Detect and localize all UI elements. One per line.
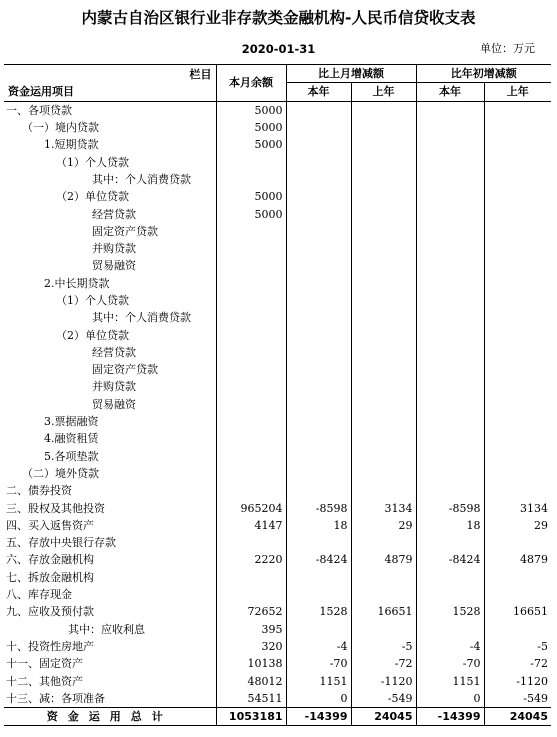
- row-value: 5000: [216, 188, 286, 205]
- table-body: [4, 101, 551, 726]
- row-value: [286, 257, 351, 274]
- row-value: [484, 171, 551, 188]
- row-value: [286, 361, 351, 378]
- row-value: [416, 257, 484, 274]
- row-value: [484, 621, 551, 638]
- row-value: [484, 378, 551, 395]
- row-value: [416, 205, 484, 222]
- row-value: [416, 153, 484, 170]
- report-title: 内蒙古自治区银行业非存款类金融机构-人民币信贷收支表: [81, 9, 476, 27]
- row-value: [351, 621, 416, 638]
- row-value: [416, 621, 484, 638]
- row-value: [416, 119, 484, 136]
- row-value: [416, 413, 484, 430]
- row-value: 3134: [351, 499, 416, 516]
- header-corner: [4, 65, 216, 102]
- row-label: 贸易融资: [92, 259, 136, 273]
- row-value: [416, 136, 484, 153]
- row-value: 320: [216, 638, 286, 655]
- table-row: [4, 465, 551, 482]
- row-value: [216, 396, 286, 413]
- row-value: [216, 448, 286, 465]
- row-value: [286, 275, 351, 292]
- row-label: （二）境外贷款: [22, 466, 99, 480]
- row-value: [484, 534, 551, 551]
- row-value: [351, 569, 416, 586]
- row-label: 六、存放金融机构: [6, 553, 94, 567]
- row-label: 七、拆放金融机构: [6, 570, 94, 584]
- row-value: -72: [351, 655, 416, 672]
- row-label: 固定资产贷款: [92, 363, 158, 377]
- row-value: [484, 482, 551, 499]
- row-value: [286, 396, 351, 413]
- row-value: [484, 136, 551, 153]
- row-value: [351, 101, 416, 119]
- row-value: 1528: [286, 603, 351, 620]
- row-value: [216, 292, 286, 309]
- row-label: 十二、其他资产: [6, 674, 83, 688]
- row-value: [351, 413, 416, 430]
- row-value: 1151: [416, 672, 484, 689]
- row-value: -14399: [416, 707, 484, 725]
- row-value: -5: [484, 638, 551, 655]
- header-vs-year-start: 比年初增减额: [416, 65, 551, 83]
- row-label: 其中：个人消费贷款: [92, 172, 191, 186]
- row-value: [286, 292, 351, 309]
- row-value: [484, 188, 551, 205]
- table-row: [4, 655, 551, 672]
- row-value: [484, 326, 551, 343]
- row-label: 并购贷款: [92, 380, 136, 394]
- row-value: -549: [351, 690, 416, 708]
- table-row: [4, 275, 551, 292]
- row-value: [484, 205, 551, 222]
- row-label: 十、投资性房地产: [6, 639, 94, 653]
- row-label: （1）个人贷款: [56, 294, 129, 307]
- row-value: 48012: [216, 672, 286, 689]
- row-value: [286, 430, 351, 447]
- table-row: [4, 672, 551, 689]
- table-row: [4, 223, 551, 240]
- row-value: [286, 344, 351, 361]
- row-value: 16651: [484, 603, 551, 620]
- table-row: [4, 499, 551, 516]
- row-value: [484, 240, 551, 257]
- row-value: [416, 101, 484, 119]
- row-value: [351, 396, 416, 413]
- row-value: [216, 309, 286, 326]
- row-value: [416, 240, 484, 257]
- table-row: [4, 448, 551, 465]
- row-value: 4879: [484, 551, 551, 568]
- row-value: [351, 534, 416, 551]
- row-value: 1151: [286, 672, 351, 689]
- table-row: [4, 569, 551, 586]
- row-value: 3134: [484, 499, 551, 516]
- row-label: （1）个人贷款: [56, 155, 129, 169]
- row-value: [351, 223, 416, 240]
- row-value: 29: [484, 517, 551, 534]
- row-value: 965204: [216, 499, 286, 516]
- row-value: [216, 326, 286, 343]
- row-label: 资金运用总计: [4, 707, 216, 725]
- table-row: [4, 621, 551, 638]
- row-label: 五、存放中央银行存款: [6, 536, 116, 550]
- row-value: [416, 448, 484, 465]
- row-value: [484, 101, 551, 119]
- row-value: [484, 586, 551, 603]
- table-row: [4, 396, 551, 413]
- row-value: 29: [351, 517, 416, 534]
- row-value: -4: [286, 638, 351, 655]
- row-label: 贸易融资: [92, 397, 136, 411]
- row-value: [484, 309, 551, 326]
- row-value: [286, 101, 351, 119]
- table-row: [4, 153, 551, 170]
- table-row: [4, 690, 551, 708]
- row-value: [416, 361, 484, 378]
- row-value: [484, 153, 551, 170]
- table-row: [4, 344, 551, 361]
- table-row: [4, 257, 551, 274]
- row-value: [216, 586, 286, 603]
- table-row: [4, 378, 551, 395]
- table-row: [4, 292, 551, 309]
- row-value: [416, 344, 484, 361]
- row-label: 固定资产贷款: [92, 224, 158, 238]
- row-value: [416, 482, 484, 499]
- row-value: [351, 171, 416, 188]
- row-value: [484, 223, 551, 240]
- row-value: -4: [416, 638, 484, 655]
- row-value: [484, 257, 551, 274]
- row-value: 5000: [216, 101, 286, 119]
- row-value: [484, 569, 551, 586]
- row-value: -1120: [484, 672, 551, 689]
- row-value: 2220: [216, 551, 286, 568]
- row-value: [484, 396, 551, 413]
- row-value: -70: [286, 655, 351, 672]
- row-value: 24045: [484, 707, 551, 725]
- row-value: [216, 413, 286, 430]
- table-row: [4, 205, 551, 222]
- row-value: [216, 223, 286, 240]
- table-row: [4, 707, 551, 725]
- row-value: 10138: [216, 655, 286, 672]
- header-current-balance: 本月余额: [216, 65, 286, 102]
- row-label: 3.票据融资: [44, 415, 99, 429]
- row-value: [216, 257, 286, 274]
- header-last-year-1: 上年: [351, 83, 416, 101]
- row-value: [351, 153, 416, 170]
- table-row: [4, 551, 551, 568]
- row-label: 四、买入返售资产: [6, 518, 94, 532]
- row-value: [416, 223, 484, 240]
- row-value: [351, 344, 416, 361]
- row-value: [416, 188, 484, 205]
- table-row: [4, 119, 551, 136]
- row-label: （2）单位贷款: [56, 190, 129, 204]
- row-label: 八、库存现金: [6, 588, 72, 602]
- row-value: [484, 119, 551, 136]
- row-value: [216, 344, 286, 361]
- row-value: [286, 413, 351, 430]
- row-value: 16651: [351, 603, 416, 620]
- row-value: [484, 413, 551, 430]
- row-value: 18: [416, 517, 484, 534]
- row-label: 经营贷款: [92, 207, 136, 221]
- row-value: [286, 223, 351, 240]
- row-value: 1053181: [216, 707, 286, 725]
- row-value: [351, 119, 416, 136]
- row-value: [286, 188, 351, 205]
- row-value: [351, 188, 416, 205]
- header-column-label: 栏目: [189, 68, 212, 81]
- row-value: [351, 465, 416, 482]
- row-value: [216, 361, 286, 378]
- table-row: [4, 309, 551, 326]
- row-value: [351, 292, 416, 309]
- table-row: [4, 638, 551, 655]
- row-value: [286, 534, 351, 551]
- row-value: -5: [351, 638, 416, 655]
- row-value: 72652: [216, 603, 286, 620]
- row-value: [351, 240, 416, 257]
- row-value: [216, 240, 286, 257]
- row-value: [484, 430, 551, 447]
- header-row-label: 资金运用项目: [8, 84, 74, 98]
- row-label: 2.中长期贷款: [44, 276, 110, 290]
- row-value: [351, 275, 416, 292]
- row-label: 一、各项贷款: [6, 103, 72, 117]
- row-value: [216, 153, 286, 170]
- row-label: 九、应收及预付款: [6, 605, 94, 619]
- row-value: [286, 240, 351, 257]
- row-label: 经营贷款: [92, 345, 136, 359]
- row-label: 二、债券投资: [6, 484, 72, 498]
- row-value: [351, 378, 416, 395]
- row-value: [216, 378, 286, 395]
- row-label: 其中：个人消费贷款: [92, 311, 191, 325]
- credit-table: [4, 64, 551, 726]
- row-value: [351, 136, 416, 153]
- row-value: -8598: [416, 499, 484, 516]
- row-value: -72: [484, 655, 551, 672]
- row-value: [351, 309, 416, 326]
- row-value: 1528: [416, 603, 484, 620]
- header-this-year-2: 本年: [416, 83, 484, 101]
- row-value: -14399: [286, 707, 351, 725]
- row-value: -1120: [351, 672, 416, 689]
- row-value: [216, 465, 286, 482]
- table-row: [4, 136, 551, 153]
- header-this-year-1: 本年: [286, 83, 351, 101]
- row-value: [286, 309, 351, 326]
- row-value: -549: [484, 690, 551, 708]
- row-value: 24045: [351, 707, 416, 725]
- row-value: [416, 569, 484, 586]
- row-value: [286, 136, 351, 153]
- table-row: [4, 188, 551, 205]
- row-value: [351, 448, 416, 465]
- row-value: [216, 482, 286, 499]
- row-value: [416, 171, 484, 188]
- row-value: 54511: [216, 690, 286, 708]
- row-value: [286, 153, 351, 170]
- row-label: 十三、减：各项准备: [6, 691, 105, 705]
- row-label: 4.融资租赁: [44, 432, 99, 446]
- row-value: [286, 119, 351, 136]
- row-value: [216, 569, 286, 586]
- row-label: （2）单位贷款: [56, 328, 129, 342]
- row-value: 0: [286, 690, 351, 708]
- row-value: [286, 326, 351, 343]
- row-label: 其中：应收利息: [68, 622, 145, 636]
- row-value: [351, 326, 416, 343]
- row-value: [286, 621, 351, 638]
- row-value: [416, 378, 484, 395]
- table-row: [4, 326, 551, 343]
- row-value: [216, 534, 286, 551]
- row-label: 三、股权及其他投资: [6, 501, 105, 515]
- row-value: 18: [286, 517, 351, 534]
- table-row: [4, 534, 551, 551]
- row-value: [484, 292, 551, 309]
- row-value: 4147: [216, 517, 286, 534]
- row-value: [416, 534, 484, 551]
- row-label: 并购贷款: [92, 242, 136, 256]
- row-value: [484, 275, 551, 292]
- table-row: [4, 586, 551, 603]
- row-value: [286, 569, 351, 586]
- unit-label: 单位：万元: [480, 42, 535, 55]
- table-row: [4, 361, 551, 378]
- row-value: -70: [416, 655, 484, 672]
- table-row: [4, 413, 551, 430]
- header-last-year-2: 上年: [484, 83, 551, 101]
- row-label: 5.各项垫款: [44, 449, 99, 463]
- header-vs-last-month: 比上月增减额: [286, 65, 416, 83]
- row-value: [416, 292, 484, 309]
- report-date: 2020-01-31: [241, 42, 316, 56]
- row-label: 十一、固定资产: [6, 657, 83, 671]
- table-row: [4, 517, 551, 534]
- row-value: [416, 275, 484, 292]
- table-row: [4, 101, 551, 119]
- table-row: [4, 430, 551, 447]
- row-value: [286, 586, 351, 603]
- row-value: [484, 448, 551, 465]
- row-value: -8424: [416, 551, 484, 568]
- row-value: [286, 171, 351, 188]
- row-value: [216, 275, 286, 292]
- row-value: [351, 586, 416, 603]
- table-row: [4, 171, 551, 188]
- row-value: [416, 396, 484, 413]
- row-value: [351, 482, 416, 499]
- row-value: 4879: [351, 551, 416, 568]
- row-value: 0: [416, 690, 484, 708]
- table-row: [4, 603, 551, 620]
- row-value: -8424: [286, 551, 351, 568]
- row-value: [216, 430, 286, 447]
- row-label: 1.短期贷款: [44, 138, 99, 152]
- row-value: [416, 465, 484, 482]
- row-value: [286, 448, 351, 465]
- row-value: [484, 361, 551, 378]
- row-value: 395: [216, 621, 286, 638]
- row-value: [484, 344, 551, 361]
- row-value: [351, 257, 416, 274]
- row-value: [484, 465, 551, 482]
- row-value: [286, 378, 351, 395]
- row-value: 5000: [216, 205, 286, 222]
- row-value: [416, 430, 484, 447]
- row-value: [416, 309, 484, 326]
- row-value: [351, 361, 416, 378]
- row-value: [286, 205, 351, 222]
- row-value: [286, 482, 351, 499]
- row-value: 5000: [216, 136, 286, 153]
- row-value: -8598: [286, 499, 351, 516]
- table-row: [4, 240, 551, 257]
- row-value: [351, 430, 416, 447]
- row-value: [416, 326, 484, 343]
- row-value: [286, 465, 351, 482]
- row-value: [351, 205, 416, 222]
- row-label: （一）境内贷款: [22, 121, 99, 135]
- row-value: 5000: [216, 119, 286, 136]
- row-value: [216, 171, 286, 188]
- row-value: [416, 586, 484, 603]
- table-row: [4, 482, 551, 499]
